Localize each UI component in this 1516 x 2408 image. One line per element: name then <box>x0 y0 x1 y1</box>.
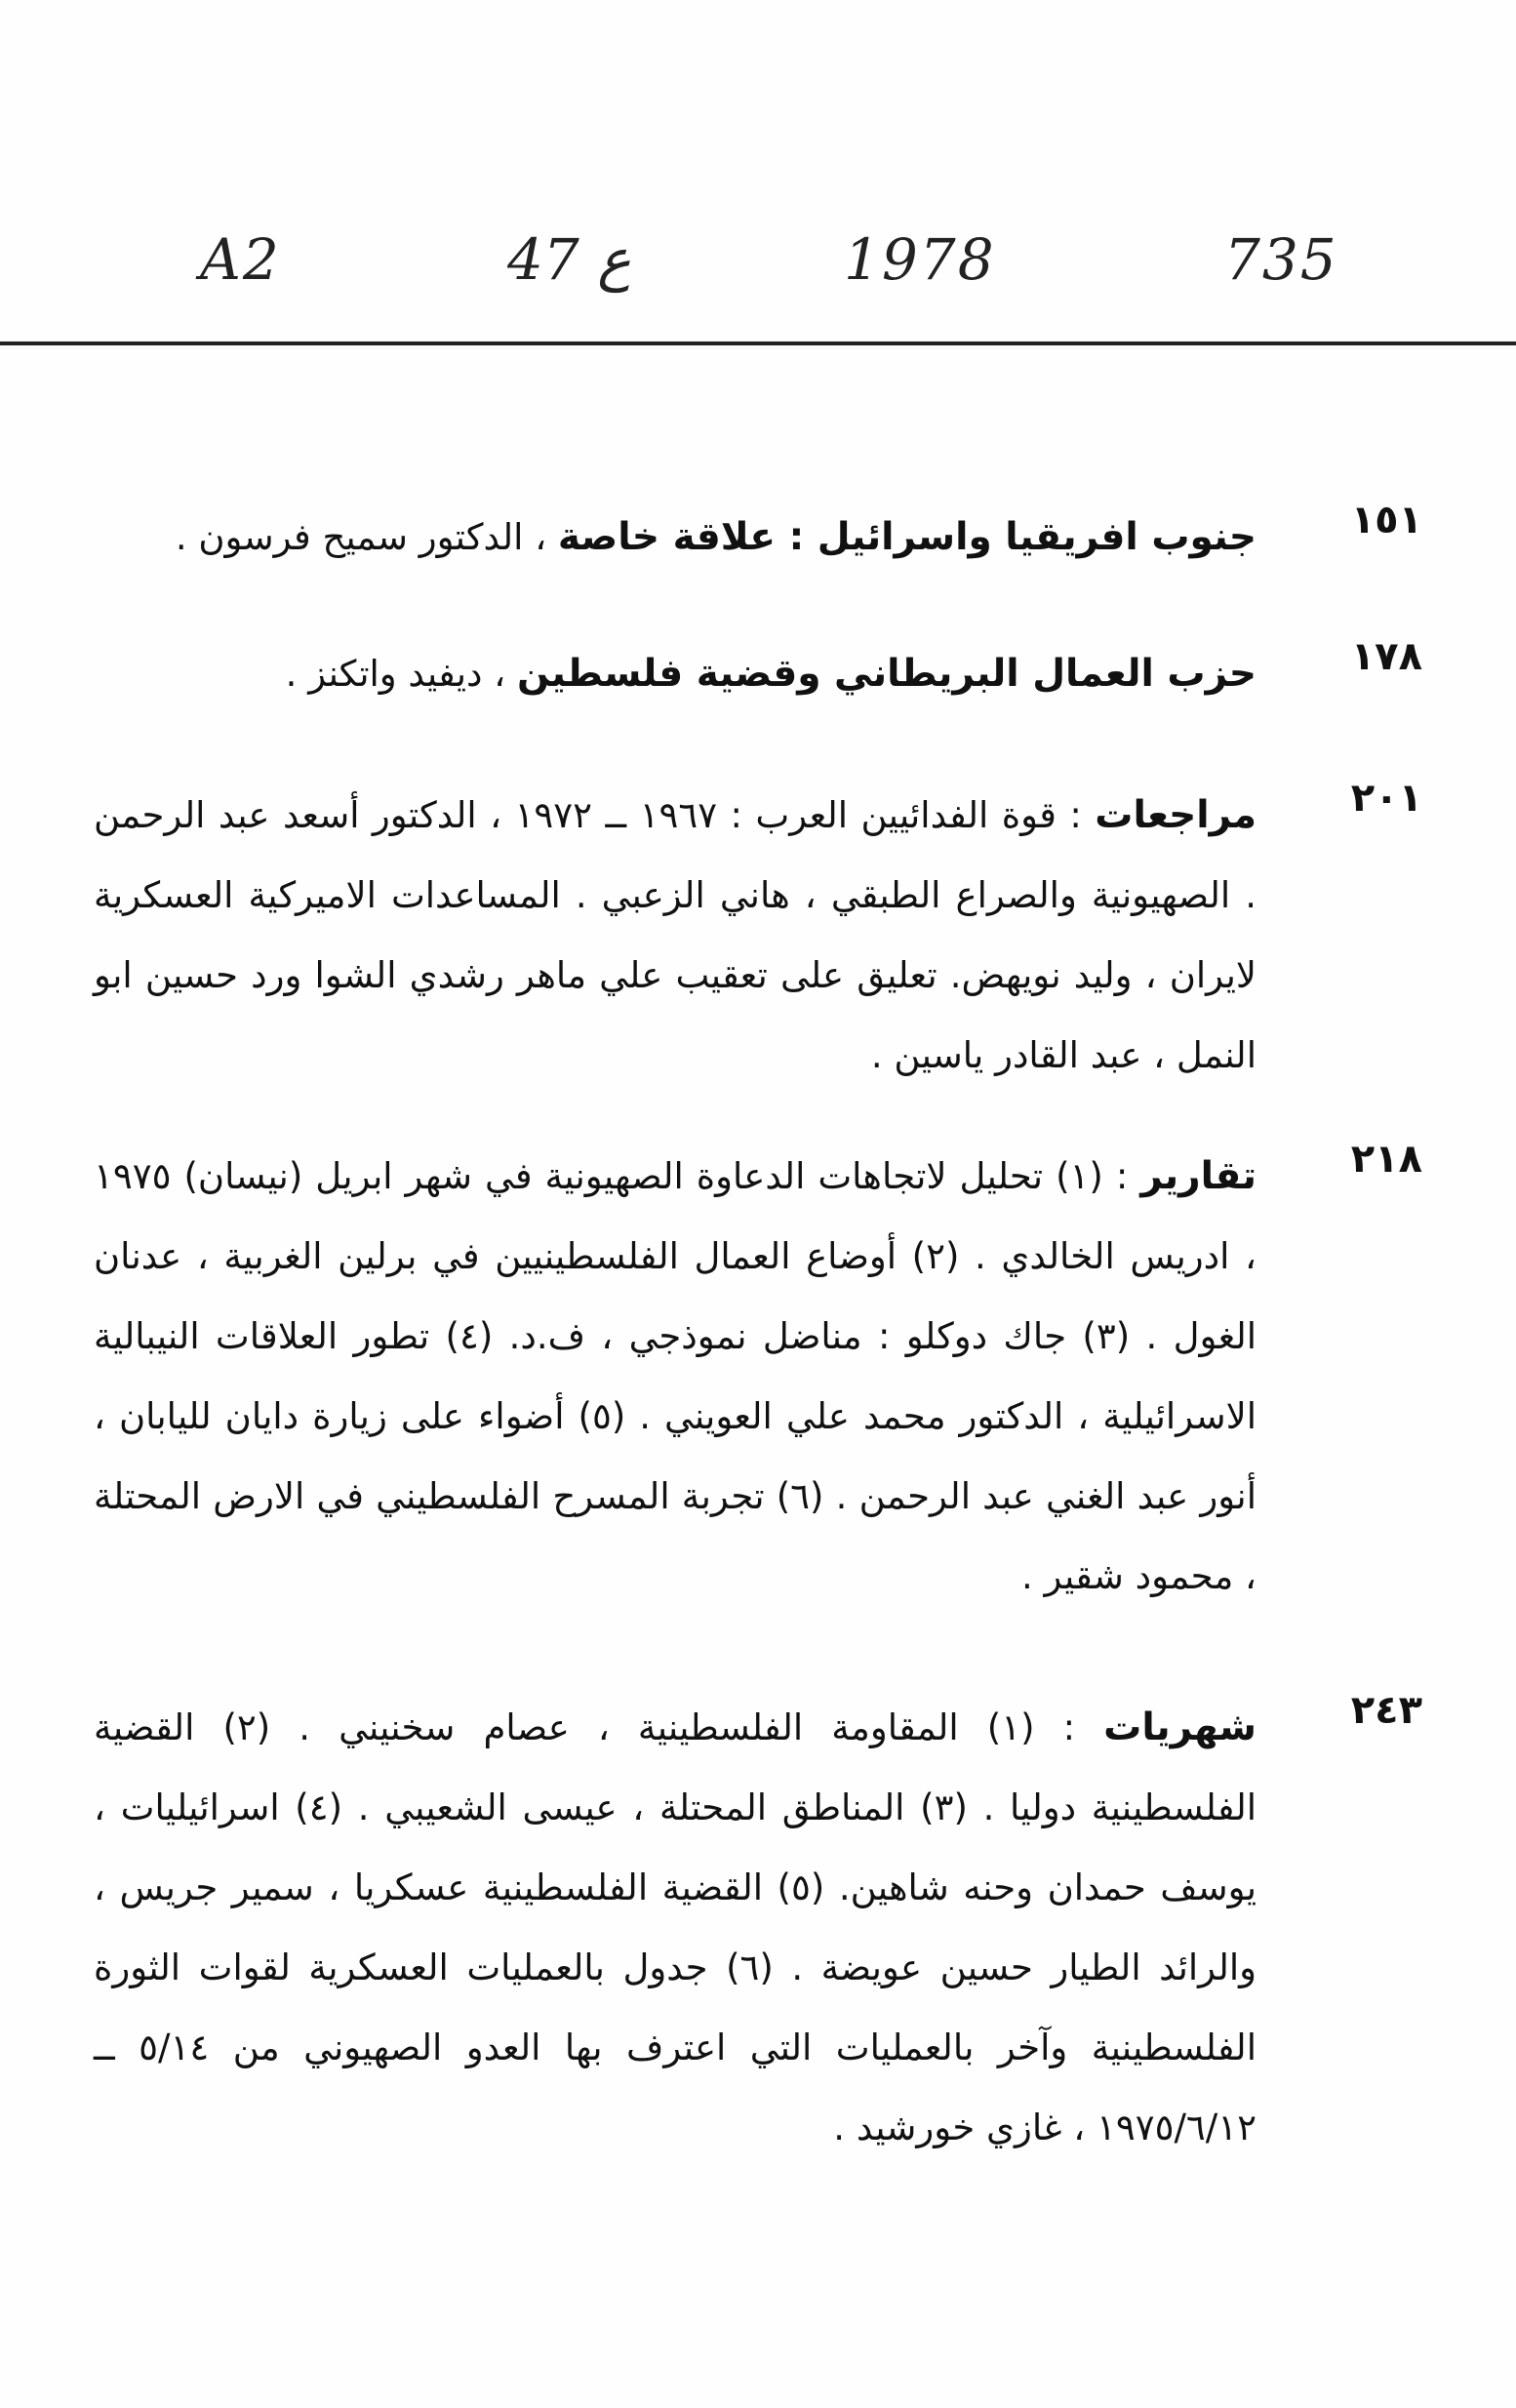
entry-body <box>94 634 1257 714</box>
entry-text: : (١) تحليل لاتجاهات الدعاوة الصهيونية في شهر ابريل (نيسان) ١٩٧٥ ، ادريس الخالدي . (٢) أوضاع العمال الفلسطينيين في برلين الغربية ، عدنان الغول . (٣) جاك دوكلو : مناضل نموذجي ، ف.د. (٤) تطور العلاقات النيبالية الاسرائيلية ، الدكتور محمد علي العويني . (٥) أضواء على زيارة دايان لليابان ، أنور عبد الغني عبد الرحمن . (٦) تجربة المسرح الفلسطيني في الارض المحتلة ، محمود شقير . <box>94 1155 1257 1597</box>
entry-title: حزب العمال البريطاني وقضية فلسطين <box>516 652 1257 696</box>
header-rule <box>0 341 1516 345</box>
toc-entry <box>94 776 1422 1096</box>
page-number: ٢٤٣ <box>1350 1688 1422 1733</box>
page-number: ١٧٨ <box>1350 634 1422 679</box>
page-number: ٢١٨ <box>1350 1137 1422 1182</box>
handwritten-mark-number: 735 <box>1224 226 1338 293</box>
entry-body <box>94 1137 1257 1617</box>
entry-title: جنوب افريقيا واسرائيل : علاقة خاصة <box>557 515 1257 559</box>
handwritten-mark-a2: A2 <box>200 226 281 293</box>
entry-body <box>94 1688 1257 2168</box>
entry-text: ، ديفيد واتكنز . <box>285 653 517 695</box>
entry-title: شهريات <box>1103 1706 1257 1749</box>
entry-body <box>94 498 1257 578</box>
entry-text: : قوة الفدائيين العرب : ١٩٦٧ ــ ١٩٧٢ ، الدكتور أسعد عبد الرحمن . الصهيونية والصراع الطبقي ، هاني الزعبي . المساعدات الاميركية العسكرية لايران ، وليد نويهض. تعليق على تعقيب علي ماهر رشدي الشوا ورد حسين ابو النمل ، عبد القادر ياسين . <box>94 794 1257 1076</box>
toc-entry <box>94 498 1422 578</box>
toc-entry <box>94 634 1422 714</box>
page-number: ١٥١ <box>1350 498 1422 542</box>
toc-entry <box>94 1137 1422 1617</box>
toc-entry <box>94 1688 1422 2168</box>
handwritten-mark-year: 1978 <box>844 226 996 293</box>
page-number: ٢٠١ <box>1350 776 1422 821</box>
entry-body <box>94 776 1257 1096</box>
entry-text: : (١) المقاومة الفلسطينية ، عصام سخنيني . (٢) القضية الفلسطينية دوليا . (٣) المناطق المحتلة ، عيسى الشعيبي . (٤) اسرائيليات ، يوسف حمدان وحنه شاهين. (٥) القضية الفلسطينية عسكريا ، سمير جريس ، والرائد الطيار حسين عويضة . (٦) جدول بالعمليات العسكرية لقوات الثورة الفلسطينية وآخر بالعمليات التي اعترف بها العدو الصهيوني من ٥/١٤ ــ ١٩٧٥/٦/١٢ ، غازي خورشيد . <box>94 1706 1257 2148</box>
entry-title: مراجعات <box>1095 793 1257 837</box>
entry-text: ، الدكتور سميح فرسون . <box>175 516 558 558</box>
entry-title: تقارير <box>1140 1154 1257 1198</box>
handwritten-mark-issue: 47 ع <box>507 226 631 293</box>
